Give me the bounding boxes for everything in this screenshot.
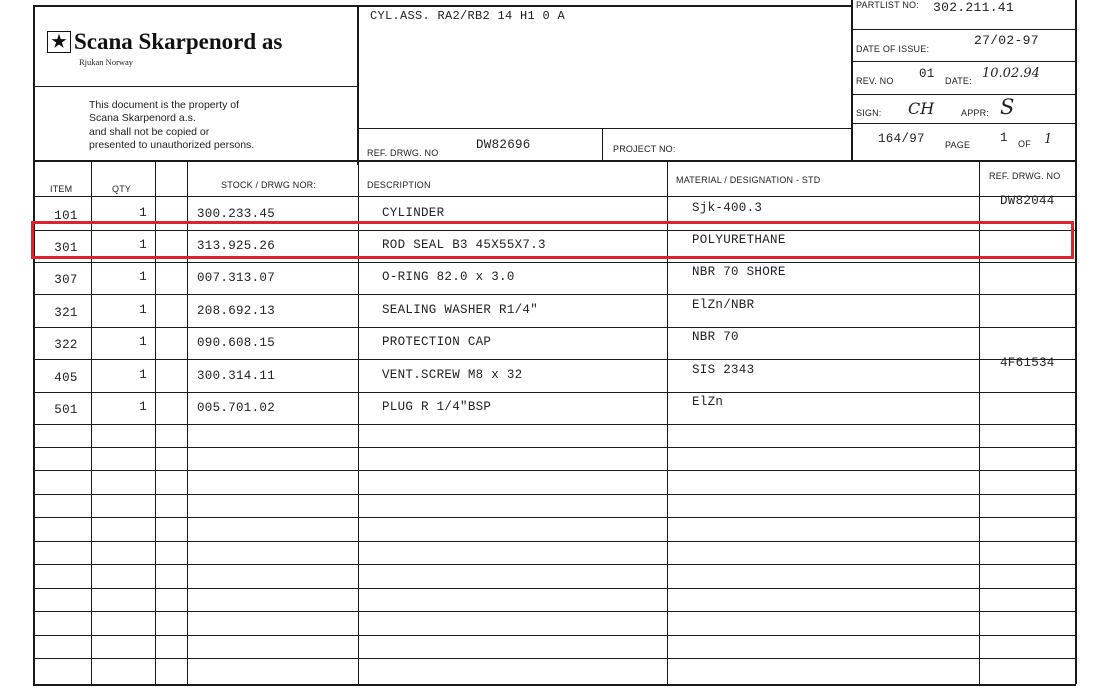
col-header-material: MATERIAL / DESIGNATION - STD	[676, 175, 821, 185]
company-location: Rjukan Norway	[79, 57, 134, 67]
row-item: 321	[54, 306, 78, 320]
row-line	[33, 470, 1076, 471]
sign-label: SIGN:	[856, 108, 882, 118]
row-material: ElZn	[692, 395, 724, 409]
logo-box-line	[33, 86, 358, 87]
partlist-number: 302.211.41	[933, 0, 1015, 15]
document-number: 164/97	[878, 132, 925, 146]
row-line	[33, 658, 1076, 659]
col-header-stock: STOCK / DRWG NOR:	[221, 180, 317, 190]
notice-line: presented to unauthorized persons.	[89, 138, 255, 151]
row-item: 501	[54, 403, 78, 417]
row-ref-drawing: DW82044	[1000, 194, 1055, 208]
frame-left	[33, 5, 35, 684]
sign-line	[851, 123, 1076, 124]
row-line	[33, 262, 1076, 263]
row-line	[33, 517, 1076, 518]
header-divider-2	[851, 0, 853, 160]
issue-line	[851, 61, 1076, 62]
col-header-item: ITEM	[50, 184, 73, 194]
appr-initials: S	[1000, 95, 1015, 119]
row-line	[33, 494, 1076, 495]
company-name: Scana Skarpenord as	[74, 29, 283, 54]
row-qty: 1	[139, 303, 147, 317]
row-description: VENT.SCREW M8 x 32	[382, 368, 523, 382]
row-qty: 1	[139, 368, 147, 382]
row-qty: 1	[139, 206, 147, 220]
row-material: SIS 2343	[692, 363, 755, 377]
frame-bottom	[33, 684, 1076, 686]
row-description: ROD SEAL B3 45X55X7.3	[382, 238, 546, 252]
row-description: PLUG R 1/4"BSP	[382, 400, 492, 414]
row-line	[33, 327, 1076, 328]
ref-row-top	[357, 128, 852, 129]
star-logo-icon: ★	[47, 31, 71, 53]
ref-drawing-label: REF. DRWG. NO	[367, 148, 439, 158]
of-label: OF	[1018, 139, 1031, 149]
rev-date: 10.02.94	[982, 66, 1040, 81]
page-label: PAGE	[945, 140, 971, 150]
issue-date-label: DATE OF ISSUE:	[856, 44, 930, 54]
row-qty: 1	[139, 270, 147, 284]
row-qty: 1	[139, 400, 147, 414]
company-logo	[47, 29, 282, 55]
row-line	[33, 541, 1076, 542]
row-material: NBR 70 SHORE	[692, 265, 786, 279]
table-header-bottom	[33, 196, 1076, 197]
row-line	[33, 588, 1076, 589]
ref-drawing-number: DW82696	[476, 138, 531, 152]
row-item: 307	[54, 273, 78, 287]
partlist-label: PARTLIST NO:	[856, 0, 919, 10]
row-description: O-RING 82.0 x 3.0	[382, 270, 515, 284]
header-divider-1	[357, 5, 359, 165]
row-description: CYLINDER	[382, 206, 445, 220]
row-line	[33, 447, 1076, 448]
notice-line: This document is the property of	[89, 99, 239, 111]
row-item: 301	[54, 241, 78, 255]
row-line	[33, 635, 1076, 636]
page-number: 1	[1000, 131, 1008, 145]
col-header-qty: QTY	[112, 184, 132, 194]
row-stock-number: 313.925.26	[197, 239, 276, 253]
notice-line: and shall not be copied or	[89, 125, 210, 138]
row-line	[33, 359, 1076, 360]
row-stock-number: 005.701.02	[197, 401, 276, 415]
frame-right	[1075, 0, 1077, 684]
row-stock-number: 007.313.07	[197, 271, 276, 285]
rev-line	[851, 94, 1076, 95]
partlist-line	[851, 29, 1076, 30]
row-line	[33, 424, 1076, 425]
row-ref-drawing: 4F61534	[1000, 356, 1055, 370]
row-item: 322	[54, 338, 78, 352]
row-description: SEALING WASHER R1/4"	[382, 303, 539, 317]
row-material: POLYURETHANE	[692, 233, 786, 247]
row-stock-number: 300.314.11	[197, 369, 276, 383]
row-stock-number: 090.608.15	[197, 336, 276, 350]
frame-top	[33, 5, 851, 7]
row-line	[33, 294, 1076, 295]
row-qty: 1	[139, 238, 147, 252]
row-item: 405	[54, 371, 78, 385]
issue-date: 27/02-97	[974, 33, 1039, 48]
row-line	[33, 392, 1076, 393]
row-stock-number: 208.692.13	[197, 304, 276, 318]
row-line	[33, 564, 1076, 565]
row-line	[33, 611, 1076, 612]
property-notice	[89, 99, 254, 152]
row-material: Sjk-400.3	[692, 201, 763, 215]
rev-label: REV. NO	[856, 76, 894, 86]
rev-date-label: DATE:	[945, 76, 972, 86]
sign-initials: CH	[908, 99, 935, 118]
col-header-ref: REF. DRWG. NO	[989, 171, 1061, 181]
row-qty: 1	[139, 335, 147, 349]
row-material: ElZn/NBR	[692, 298, 755, 312]
page-total: 1	[1044, 132, 1053, 147]
ref-project-divider	[602, 128, 603, 160]
project-label: PROJECT NO:	[613, 144, 676, 154]
row-stock-number: 300.233.45	[197, 207, 276, 221]
assembly-title: CYL.ASS. RA2/RB2 14 H1 0 A	[370, 9, 566, 23]
table-top-line	[33, 160, 1076, 162]
col-header-description: DESCRIPTION	[367, 180, 431, 190]
row-item: 101	[54, 209, 78, 223]
appr-label: APPR:	[961, 108, 990, 118]
highlighted-row-box	[31, 221, 1074, 259]
row-description: PROTECTION CAP	[382, 335, 492, 349]
notice-line: Scana Skarpenord a.s.	[89, 112, 196, 125]
rev-number: 01	[919, 67, 935, 81]
row-material: NBR 70	[692, 330, 739, 344]
